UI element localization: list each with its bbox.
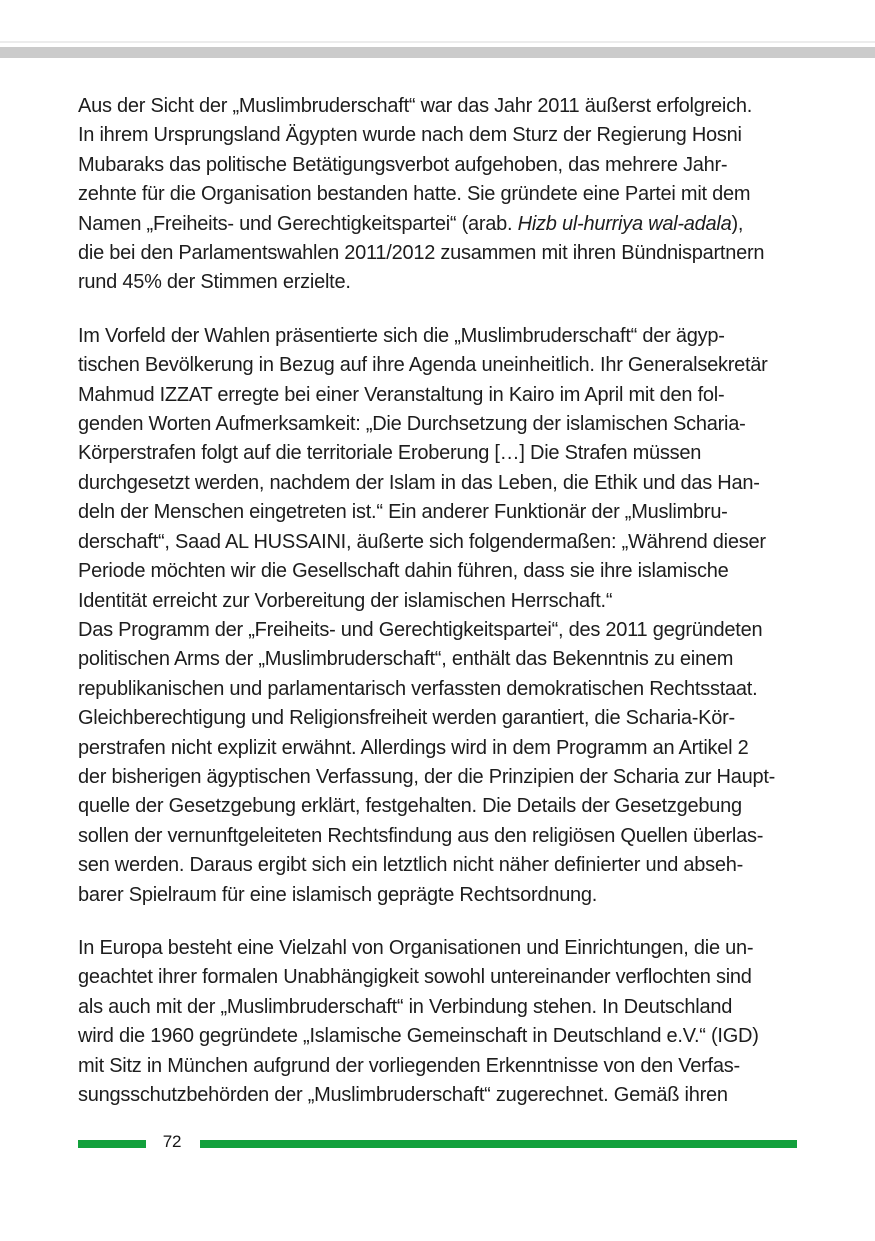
text-segment: In Europa besteht eine Vielzahl von Organisationen und Einrichtungen, die un- — [78, 936, 754, 959]
text-segment: wird die 1960 gegründete „Islamische Gemeinschaft in Deutschland e.V.“ (IGD) — [78, 1025, 759, 1048]
text-segment: rund 45% der Stimmen erzielte. — [78, 271, 351, 294]
text-segment: Körperstrafen folgt auf die territoriale Eroberung […] Die Strafen müssen — [78, 442, 702, 465]
body-line — [78, 993, 800, 1022]
text-segment: der bisherigen ägyptischen Verfassung, der die Prinzipien der Scharia zur Haupt- — [78, 765, 776, 788]
body-line — [78, 239, 800, 268]
body-line — [78, 180, 800, 209]
body-line — [78, 1081, 800, 1110]
text-segment: sen werden. Daraus ergibt sich ein letztlich nicht näher definierter und abseh- — [78, 854, 744, 877]
body-line — [78, 675, 800, 704]
body-line — [78, 210, 800, 239]
text-segment: tischen Bevölkerung in Bezug auf ihre Agenda uneinheitlich. Ihr Generalsekretär — [78, 354, 768, 377]
body-line — [78, 121, 800, 150]
text-segment: barer Spielraum für eine islamisch geprägte Rechtsordnung. — [78, 883, 598, 906]
text-segment: Identität erreicht zur Vorbereitung der islamischen Herrschaft.“ — [78, 589, 613, 612]
text-segment: politischen Arms der „Muslimbruderschaft“, enthält das Bekenntnis zu einem — [78, 648, 734, 671]
footer-rule-left — [78, 1140, 146, 1148]
text-segment: genden Worten Aufmerksamkeit: „Die Durchsetzung der islamischen Scharia- — [78, 413, 746, 436]
header-divider-bar — [0, 47, 875, 58]
text-segment: Das Programm der „Freiheits- und Gerechtigkeitspartei“, des 2011 gegründeten — [78, 618, 763, 641]
body-line — [78, 268, 800, 297]
text-segment: geachtet ihrer formalen Unabhängigkeit sowohl untereinander verflochten sind — [78, 966, 752, 989]
text-segment: quelle der Gesetzgebung erklärt, festgehalten. Die Details der Gesetzgebung — [78, 795, 742, 818]
text-segment: zehnte für die Organisation bestanden hatte. Sie gründete eine Partei mit dem — [78, 183, 751, 206]
text-segment: als auch mit der „Muslimbruderschaft“ in Verbindung stehen. In Deutschland — [78, 995, 733, 1018]
body-line — [78, 1022, 800, 1051]
footer-rule-right — [200, 1140, 797, 1148]
body-line — [78, 963, 800, 992]
body-line — [78, 351, 800, 380]
body-line — [78, 439, 800, 468]
text-segment: In ihrem Ursprungsland Ägypten wurde nach dem Sturz der Regierung Hosni — [78, 124, 742, 147]
text-segment: durchgesetzt werden, nachdem der Islam in das Leben, die Ethik und das Han- — [78, 471, 760, 494]
body-line — [78, 381, 800, 410]
body-line — [78, 881, 800, 910]
text-segment: die bei den Parlamentswahlen 2011/2012 zusammen mit ihren Bündnispartnern — [78, 242, 765, 265]
body-line — [78, 822, 800, 851]
text-segment: Im Vorfeld der Wahlen präsentierte sich die „Muslimbruderschaft“ der ägyp- — [78, 324, 725, 347]
body-line — [78, 410, 800, 439]
text-segment: perstrafen nicht explizit erwähnt. Allerdings wird in dem Programm an Artikel 2 — [78, 736, 749, 759]
header-hairline — [0, 41, 875, 43]
paragraph — [78, 92, 800, 298]
body-line — [78, 151, 800, 180]
body-line — [78, 645, 800, 674]
body-line — [78, 469, 800, 498]
body-line — [78, 734, 800, 763]
text-segment: sungsschutzbehörden der „Muslimbruderschaft“ zugerechnet. Gemäß ihren — [78, 1084, 728, 1106]
text-segment: mit Sitz in München aufgrund der vorliegenden Erkenntnisse von den Verfas- — [78, 1054, 740, 1077]
text-segment: Mahmud IZZAT erregte bei einer Veranstaltung in Kairo im April mit den fol- — [78, 383, 725, 406]
text-segment: deln der Menschen eingetreten ist.“ Ein anderer Funktionär der „Muslimbru- — [78, 501, 728, 524]
text-segment: republikanischen und parlamentarisch verfassten demokratischen Rechtsstaat. — [78, 677, 758, 700]
page-number: 72 — [162, 1132, 182, 1151]
body-line — [78, 704, 800, 733]
text-segment: ), — [731, 212, 744, 235]
text-segment: Aus der Sicht der „Muslimbruderschaft“ war das Jahr 2011 äußerst erfolgreich. — [78, 95, 753, 117]
text-segment: derschaft“, Saad AL HUSSAINI, äußerte sich folgendermaßen: „Während dieser — [78, 530, 766, 553]
text-segment: Namen „Freiheits- und Gerechtigkeitspartei“ (arab. — [78, 212, 518, 235]
body-text — [78, 92, 800, 1110]
text-segment: Mubaraks das politische Betätigungsverbot aufgehoben, das mehrere Jahr- — [78, 153, 728, 176]
italic-term: Hizb ul-hurriya wal-adala — [517, 212, 732, 235]
text-segment: Gleichberechtigung und Religionsfreiheit werden garantiert, die Scharia-Kör- — [78, 707, 735, 730]
body-line — [78, 528, 800, 557]
text-segment: Periode möchten wir die Gesellschaft dahin führen, dass sie ihre islamische — [78, 560, 729, 583]
body-line — [78, 763, 800, 792]
text-segment: sollen der vernunftgeleiteten Rechtsfindung aus den religiösen Quellen überlas- — [78, 824, 764, 847]
body-line — [78, 792, 800, 821]
paragraph — [78, 934, 800, 1110]
body-line — [78, 322, 800, 351]
body-line — [78, 498, 800, 527]
body-line — [78, 1052, 800, 1081]
body-line — [78, 616, 800, 645]
body-line — [78, 587, 800, 616]
body-line — [78, 934, 800, 963]
body-line — [78, 92, 800, 121]
body-line — [78, 557, 800, 586]
body-line — [78, 851, 800, 880]
paragraph — [78, 322, 800, 910]
